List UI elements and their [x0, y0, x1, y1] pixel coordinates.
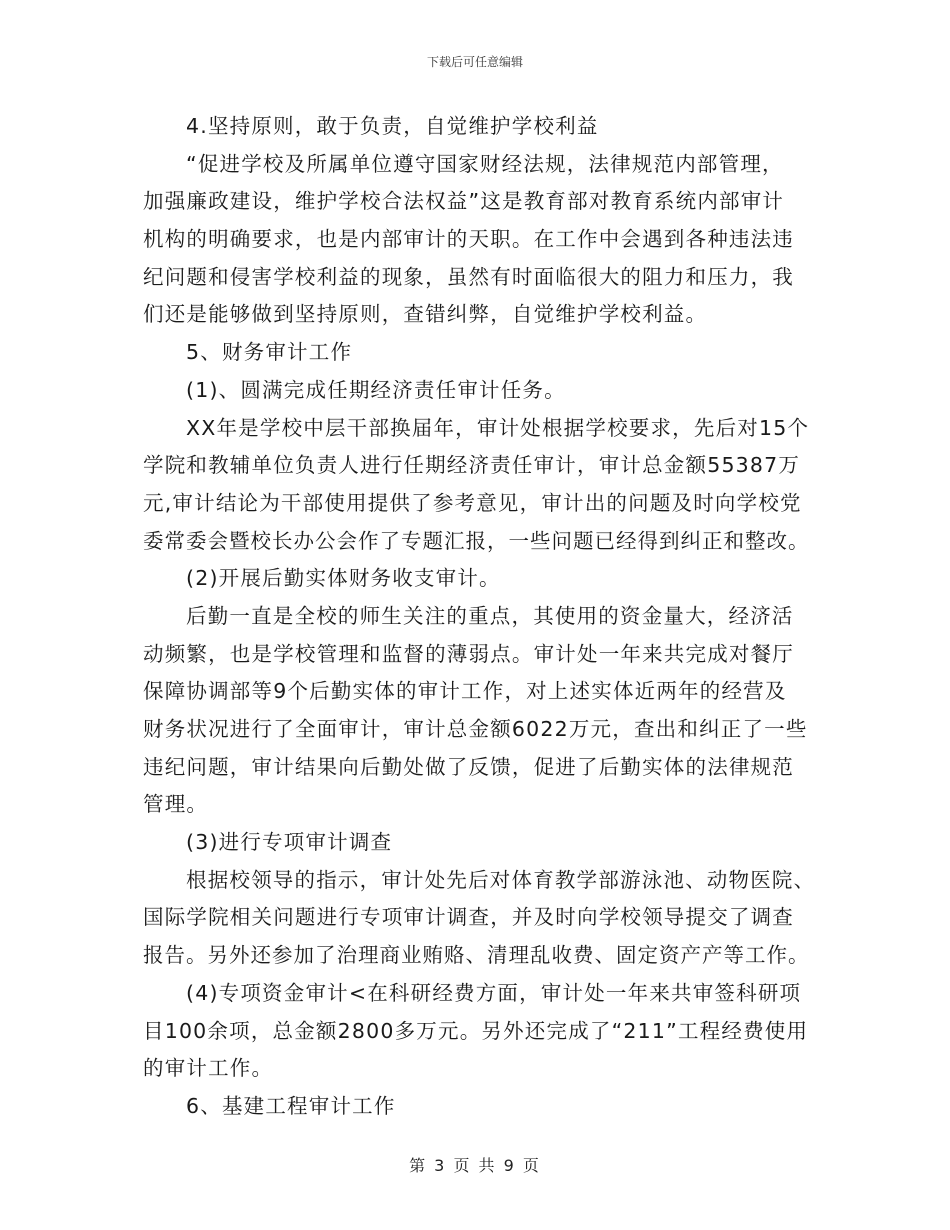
paragraph-line: 4.坚持原则，敢于负责，自觉维护学校利益	[186, 114, 599, 138]
paragraph-line: (1)、圆满完成任期经济责任审计任务。	[186, 377, 566, 402]
paragraph-line: “促进学校及所属单位遵守国家财经法规，法律规范内部管理，	[186, 151, 784, 176]
paragraph-line: 学院和教辅单位负责人进行任期经济责任审计，审计总金额55387万	[143, 453, 801, 478]
paragraph-line: (2)开展后勤实体财务收支审计。	[186, 566, 501, 591]
paragraph-line: 纪问题和侵害学校利益的现象，虽然有时面临很大的阻力和压力，我	[143, 264, 794, 289]
paragraph-line: 动频繁，也是学校管理和监督的薄弱点。审计处一年来共完成对餐厅	[143, 641, 794, 666]
paragraph-line: 机构的明确要求，也是内部审计的天职。在工作中会遇到各种违法违	[143, 227, 794, 252]
page-footer: 第 3 页 共 9 页	[409, 1156, 541, 1175]
paragraph-line: 违纪问题，审计结果向后勤处做了反馈，促进了后勤实体的法律规范	[143, 754, 794, 779]
paragraph-line: 管理。	[143, 792, 209, 817]
paragraph-line: (4)专项资金审计<在科研经费方面，审计处一年来共审签科研项	[186, 980, 802, 1005]
paragraph-line: 6、基建工程审计工作	[186, 1093, 396, 1118]
paragraph-line: 加强廉政建设，维护学校合法权益”这是教育部对教育系统内部审计	[143, 189, 785, 214]
paragraph-line: 根据校领导的指示，审计处先后对体育教学部游泳池、动物医院、	[186, 867, 816, 892]
paragraph-line: 后勤一直是全校的师生关注的重点，其使用的资金量大，经济活	[186, 603, 794, 628]
paragraph-line: 财务状况进行了全面审计，审计总金额6022万元，查出和纠正了一些	[143, 717, 808, 741]
paragraph-line: 国际学院相关问题进行专项审计调查，并及时向学校领导提交了调查	[143, 905, 794, 930]
paragraph-line: (3)进行专项审计调查	[186, 830, 393, 855]
paragraph-line: 们还是能够做到坚持原则，查错纠弊，自觉维护学校利益。	[143, 302, 708, 327]
paragraph-line: 委常委会暨校长办公会作了专题汇报，一些问题已经得到纠正和整改。	[143, 528, 810, 553]
paragraph-line: 目100余项，总金额2800多万元。另外还完成了“211”工程经费使用	[143, 1018, 809, 1043]
paragraph-line: 报告。另外还参加了治理商业贿赂、清理乱收费、固定资产产等工作。	[143, 943, 810, 968]
document-body	[143, 108, 815, 1126]
paragraph-line: XX年是学校中层干部换届年，审计处根据学校要求，先后对15个	[186, 415, 810, 440]
paragraph-line: 保障协调部等9个后勤实体的审计工作，对上述实体近两年的经营及	[143, 679, 787, 704]
paragraph-line: 的审计工作。	[143, 1056, 274, 1081]
paragraph-line: 5、财务审计工作	[186, 340, 353, 365]
paragraph-line: 元,审计结论为干部使用提供了参考意见，审计出的问题及时向学校党	[143, 490, 802, 515]
page-header: 下载后可任意编辑	[426, 55, 523, 69]
